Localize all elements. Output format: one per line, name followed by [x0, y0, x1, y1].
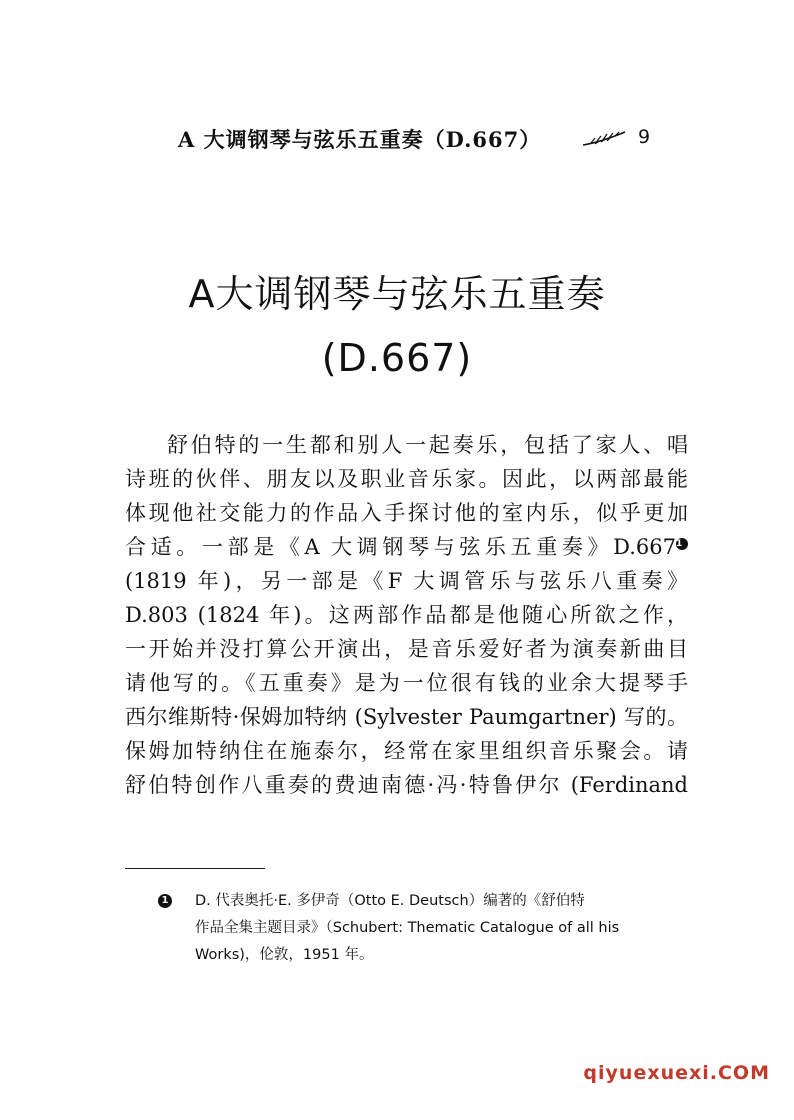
body-line: 请他写的。《五重奏》是为一位很有钱的业余大提琴手 — [125, 671, 688, 695]
body-line-with-footnote — [125, 530, 688, 564]
running-title: A 大调钢琴与弦乐五重奏（D.667） — [178, 127, 542, 152]
body-line: 舒伯特创作八重奏的费迪南德·冯·特鲁伊尔 (Ferdinand — [125, 773, 688, 797]
chapter-title — [0, 262, 794, 390]
body-line: (1819 年)，另一部是《F 大调管乐与弦乐八重奏》 — [125, 569, 688, 593]
body-paragraph — [125, 428, 688, 802]
footnote-divider — [125, 868, 265, 869]
page-number: 9 — [638, 126, 651, 148]
body-line: 西尔维斯特·保姆加特纳 (Sylvester Paumgartner) 写的。 — [125, 705, 688, 729]
footnote — [161, 888, 690, 969]
chapter-title-line: A大调钢琴与弦乐五重奏 — [188, 272, 606, 316]
body-line: 体现他社交能力的作品入手探讨他的室内乐，似乎更加 — [125, 501, 688, 525]
body-line: 诗班的伙伴、朋友以及职业音乐家。因此，以两部最能 — [125, 467, 688, 491]
footnote-marker: 1 — [158, 894, 172, 908]
running-head — [178, 124, 627, 154]
body-line: 保姆加特纳住在施泰尔，经常在家里组织音乐聚会。请 — [125, 739, 688, 763]
body-line: D.803 (1824 年)。这两部作品都是他随心所欲之作， — [125, 603, 688, 627]
body-line-text: 合适。一部是《A 大调钢琴与弦乐五重奏》D.667 — [125, 535, 676, 559]
chapter-title-catalogue: (D.667) — [321, 336, 473, 380]
feather-ornament-icon — [581, 130, 627, 148]
watermark: qiyuexuexi.COM — [583, 1062, 770, 1084]
body-line: 一开始并没打算公开演出，是音乐爱好者为演奏新曲目 — [125, 637, 688, 661]
footnote-reference[interactable]: 1 — [676, 538, 688, 550]
body-line: 舒伯特的一生都和别人一起奏乐，包括了家人、唱 — [167, 433, 688, 457]
footnote-line: 作品全集主题目录》（Schubert: Thematic Catalogue of all his — [195, 920, 620, 936]
footnote-line: D. 代表奥托·E. 多伊奇（Otto E. Deutsch）编著的《舒伯特 — [195, 893, 585, 909]
footnote-line: Works)，伦敦，1951 年。 — [195, 947, 374, 963]
